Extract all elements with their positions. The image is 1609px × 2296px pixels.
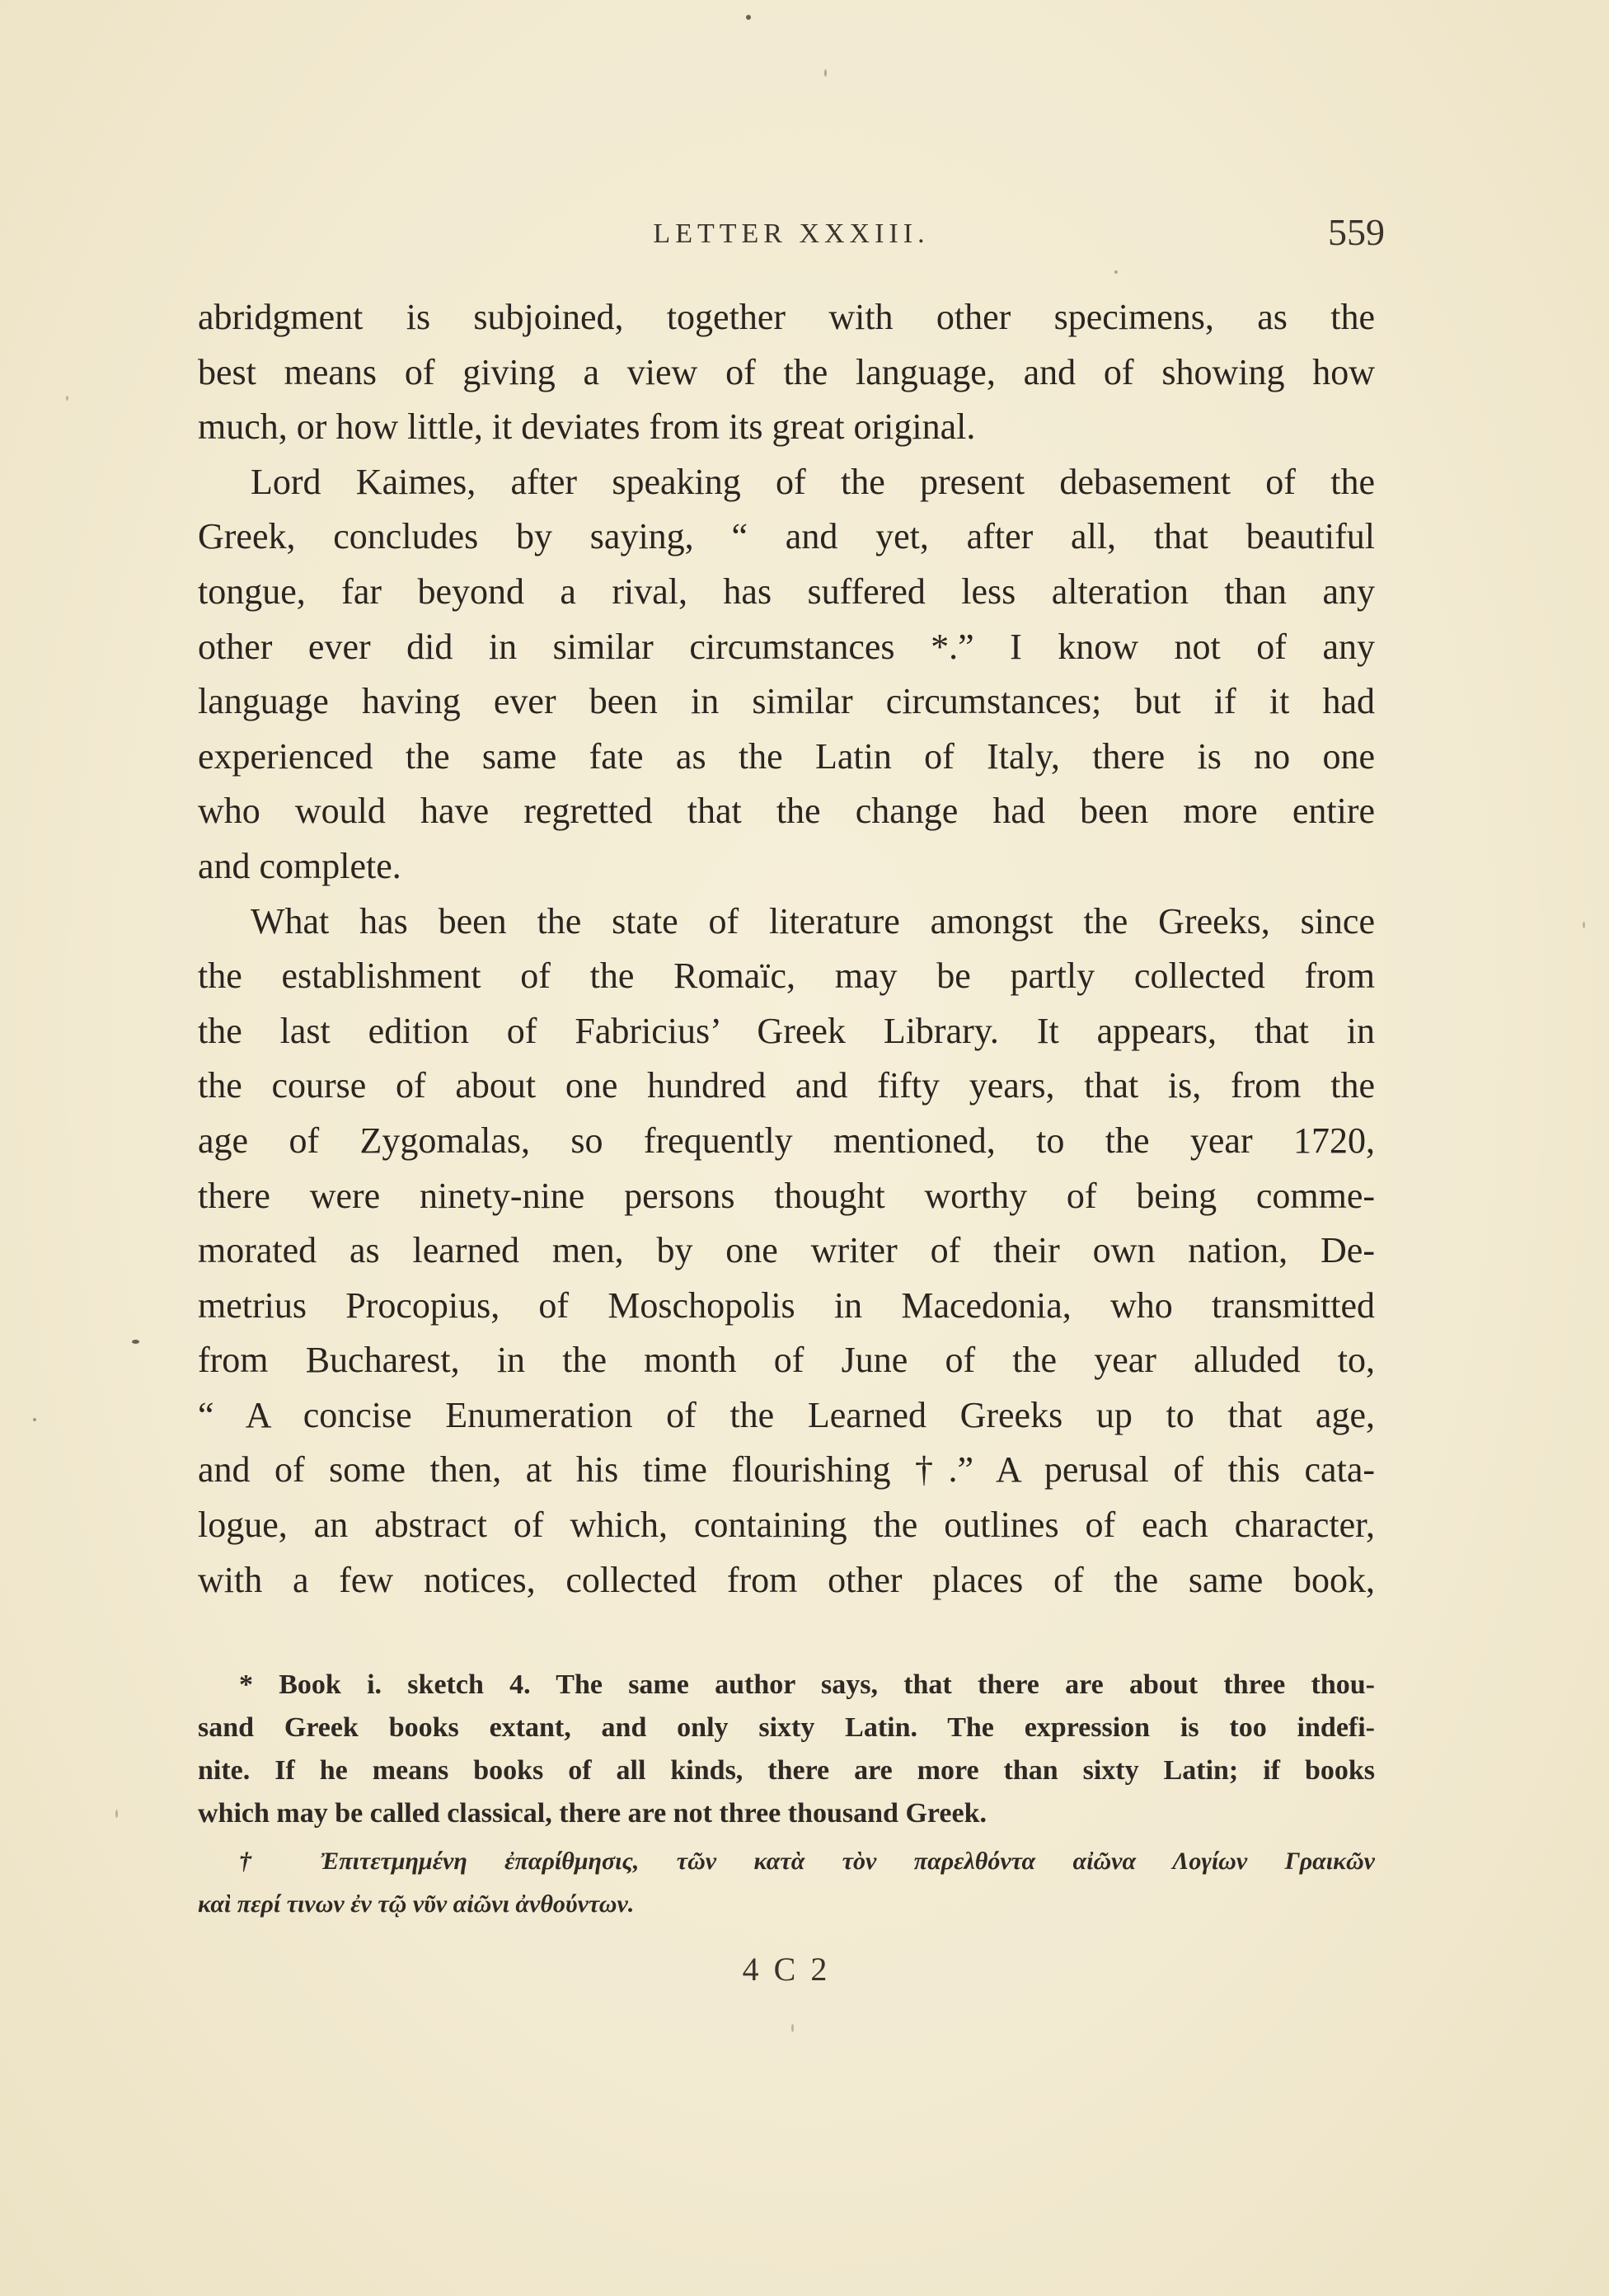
text-line: the last edition of Fabricius’ Greek Library. It appears, that in xyxy=(198,1010,1375,1051)
text-line: much, or how little, it deviates from its great original. xyxy=(198,406,976,448)
footnote-greek-line: † Ἐπιτετμημένη ἐπαρίθμησις, τῶν κατὰ τὸν παρελθόντα αἰῶνα Λογίων Γραικῶν xyxy=(239,1848,1375,1875)
text-line: the course of about one hundred and fifty years, that is, from the xyxy=(198,1065,1375,1106)
paper-speck xyxy=(824,69,827,77)
paper-speck xyxy=(1583,922,1585,928)
paper-speck xyxy=(1114,270,1118,274)
text-line: other ever did in similar circumstances *.” I know not of any xyxy=(198,626,1375,667)
footnote-greek-line: καὶ περί τινων ἐν τῷ νῦν αἰῶνι ἀνθούντων. xyxy=(198,1890,635,1918)
footnote-line: which may be called classical, there are not three thousand Greek. xyxy=(198,1798,987,1829)
paper-speck xyxy=(115,1810,118,1818)
paper-speck xyxy=(66,396,68,401)
paper-speck xyxy=(746,15,751,20)
paper-speck xyxy=(791,2024,794,2032)
text-line: language having ever been in similar circumstances; but if it had xyxy=(198,681,1375,722)
text-line: morated as learned men, by one writer of their own nation, De- xyxy=(198,1230,1375,1271)
text-line: best means of giving a view of the language, and of showing how xyxy=(198,351,1375,392)
text-line: there were ninety-nine persons thought worthy of being comme- xyxy=(198,1175,1375,1216)
signature-mark: 4 C 2 xyxy=(742,1951,831,1988)
text-line: who would have regretted that the change had been more entire xyxy=(198,791,1375,832)
footnote-line: nite. If he means books of all kinds, there are more than sixty Latin; if books xyxy=(198,1755,1375,1786)
footnote-line: * Book i. sketch 4. The same author says, that there are about three thou- xyxy=(239,1669,1375,1700)
paper-speck xyxy=(33,1418,36,1421)
main-text xyxy=(198,290,1375,1608)
text-line: Greek, concludes by saying, “ and yet, after all, that beautiful xyxy=(198,516,1375,557)
footnotes xyxy=(198,1664,1375,1926)
page-header xyxy=(198,210,1385,260)
text-line: with a few notices, collected from other places of the same book, xyxy=(198,1559,1375,1600)
running-head: LETTER XXXIII. xyxy=(653,218,930,249)
text-line: tongue, far beyond a rival, has suffered less alteration than any xyxy=(198,570,1375,612)
page-number: 559 xyxy=(1328,211,1385,253)
text-line: metrius Procopius, of Moschopolis in Macedonia, who transmitted xyxy=(198,1284,1375,1326)
text-line: experienced the same fate as the Latin of Italy, there is no one xyxy=(198,735,1375,777)
paper-speck xyxy=(132,1340,139,1344)
text-line: “ A concise Enumeration of the Learned Greeks up to that age, xyxy=(198,1394,1375,1435)
text-line: What has been the state of literature amongst the Greeks, since xyxy=(251,900,1375,941)
text-line: abridgment is subjoined, together with other specimens, as the xyxy=(198,297,1375,337)
text-line: and of some then, at his time flourishing †.” A perusal of this cata- xyxy=(198,1449,1375,1491)
text-line: the establishment of the Romaïc, may be partly collected from xyxy=(198,955,1375,997)
text-line: from Bucharest, in the month of June of the year alluded to, xyxy=(198,1340,1375,1381)
text-line: logue, an abstract of which, containing the outlines of each character, xyxy=(198,1505,1375,1546)
text-line: Lord Kaimes, after speaking of the present debasement of the xyxy=(251,461,1375,502)
footnote-line: sand Greek books extant, and only sixty Latin. The expression is too indefi- xyxy=(198,1712,1375,1743)
text-line: and complete. xyxy=(198,845,401,886)
text-line: age of Zygomalas, so frequently mentioned, to the year 1720, xyxy=(198,1120,1375,1161)
